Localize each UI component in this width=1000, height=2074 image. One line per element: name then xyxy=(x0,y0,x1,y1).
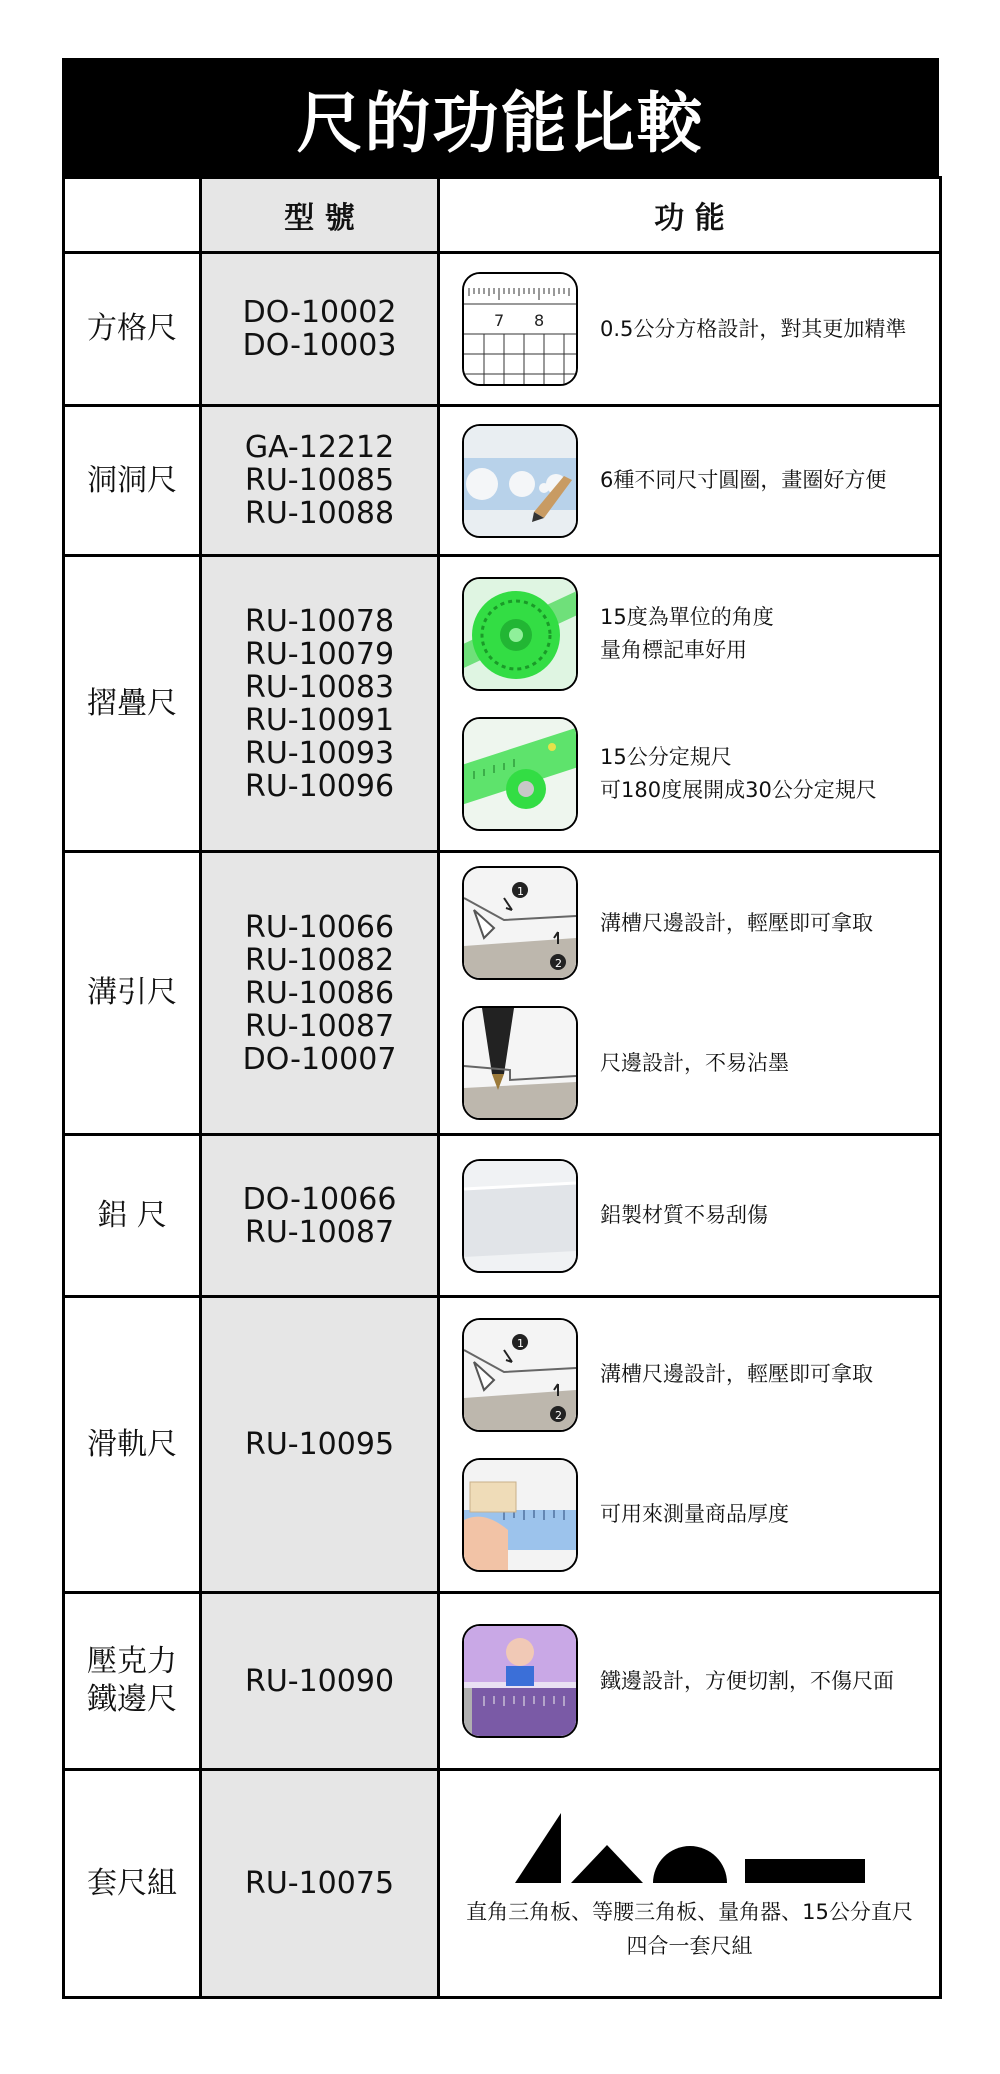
model-code: RU-10091 xyxy=(244,702,395,738)
ruler-name: 方格尺 xyxy=(64,253,201,406)
feature-item xyxy=(440,711,939,837)
model-list xyxy=(201,253,439,406)
feature-text: 15度為單位的角度 量角標記車好用 xyxy=(600,604,774,662)
table-row xyxy=(64,852,941,1135)
table-row xyxy=(64,1297,941,1593)
pen-edge-icon xyxy=(462,1006,578,1120)
feature-text: 0.5公分方格設計，對其更加精準 xyxy=(600,316,907,341)
table-row xyxy=(64,1135,941,1297)
model-list xyxy=(201,852,439,1135)
table-row xyxy=(64,253,941,406)
hole-ruler-icon xyxy=(462,424,578,538)
model-list xyxy=(201,1135,439,1297)
function-cell xyxy=(439,556,941,852)
table-row xyxy=(64,1770,941,1998)
feature-text: 15公分定規尺 可180度展開成30公分定規尺 xyxy=(600,744,877,802)
set-description-line: 四合一套尺組 xyxy=(626,1933,753,1958)
ruler-name: 溝引尺 xyxy=(64,852,201,1135)
groove-edge-icon xyxy=(462,1318,578,1432)
model-code: RU-10082 xyxy=(244,942,395,978)
model-code: GA-12212 xyxy=(244,430,395,465)
ruler-name: 摺疊尺 xyxy=(64,556,201,852)
table-row xyxy=(64,556,941,852)
function-cell xyxy=(439,406,941,556)
svg-text:7: 7 xyxy=(494,311,505,330)
protractor-dial-icon xyxy=(462,577,578,691)
aluminum-ruler-icon xyxy=(462,1159,578,1273)
feature-text: 鋁製材質不易刮傷 xyxy=(600,1203,768,1227)
header-name-cell xyxy=(64,178,201,253)
feature-item xyxy=(440,1452,939,1578)
svg-text:2: 2 xyxy=(555,1408,562,1422)
svg-text:1: 1 xyxy=(517,1336,524,1350)
feature-item xyxy=(440,571,939,697)
model-code: DO-10002 xyxy=(242,295,397,330)
feature-item xyxy=(440,860,939,986)
model-code: RU-10088 xyxy=(244,496,395,531)
function-cell xyxy=(439,253,941,406)
feature-text: 6種不同尺寸圓圈，畫圈好方便 xyxy=(600,468,887,492)
model-code: RU-10093 xyxy=(244,735,395,771)
feature-item xyxy=(440,1312,939,1438)
svg-text:2: 2 xyxy=(555,957,562,970)
table-header-row xyxy=(64,178,941,253)
model-code: DO-10066 xyxy=(242,1181,397,1217)
feature-item xyxy=(440,1618,939,1744)
model-code: RU-10087 xyxy=(244,1008,395,1044)
model-code: DO-10003 xyxy=(242,328,397,363)
page-title: 尺的功能比較 xyxy=(62,58,939,176)
groove-edge-icon xyxy=(462,866,578,980)
model-list xyxy=(201,406,439,556)
model-code: RU-10075 xyxy=(244,1866,395,1901)
model-list xyxy=(201,1593,439,1770)
ruler-name: 滑軌尺 xyxy=(64,1297,201,1593)
model-code: RU-10095 xyxy=(244,1427,395,1462)
protractor-icon xyxy=(653,1845,727,1883)
model-list xyxy=(201,1770,439,1998)
function-cell xyxy=(439,1770,941,1998)
feature-text: 溝槽尺邊設計，輕壓即可拿取 xyxy=(600,910,873,935)
table-row xyxy=(64,1593,941,1770)
feature-item xyxy=(440,266,939,392)
ruler-name: 套尺組 xyxy=(64,1770,201,1998)
model-code: RU-10085 xyxy=(244,463,395,498)
feature-text: 溝槽尺邊設計，輕壓即可拿取 xyxy=(600,1362,873,1386)
svg-text:1: 1 xyxy=(517,885,524,898)
model-code: DO-10007 xyxy=(242,1041,397,1077)
feature-text: 鐵邊設計，方便切割，不傷尺面 xyxy=(600,1668,894,1693)
model-code: RU-10083 xyxy=(244,669,395,705)
slide-ruler-icon xyxy=(462,1458,578,1572)
table-row xyxy=(64,406,941,556)
ruler-name: 鋁 尺 xyxy=(64,1135,201,1297)
feature-text: 可用來測量商品厚度 xyxy=(600,1502,789,1526)
model-code: RU-10086 xyxy=(244,975,395,1011)
feature-item xyxy=(440,1000,939,1126)
model-list xyxy=(201,1297,439,1593)
ruler-set-shapes xyxy=(440,1813,939,1883)
model-code: RU-10087 xyxy=(244,1214,395,1250)
header-model: 型 號 xyxy=(201,178,439,253)
ruler-name: 洞洞尺 xyxy=(64,406,201,556)
comparison-table xyxy=(62,176,942,1999)
feature-item xyxy=(440,418,939,544)
isosceles-triangle-icon xyxy=(571,1845,643,1883)
function-cell xyxy=(439,1297,941,1593)
grid-ruler-icon xyxy=(462,272,578,386)
function-cell xyxy=(439,852,941,1135)
header-function: 功 能 xyxy=(439,178,941,253)
ruler-name: 壓克力 鐵邊尺 xyxy=(64,1593,201,1770)
model-code: RU-10078 xyxy=(244,603,395,639)
folding-ruler-icon xyxy=(462,717,578,831)
acrylic-steel-ruler-icon xyxy=(462,1624,578,1738)
straight-ruler-icon xyxy=(745,1859,865,1883)
model-code: RU-10090 xyxy=(244,1663,395,1699)
model-code: RU-10079 xyxy=(244,636,395,672)
model-list xyxy=(201,556,439,852)
feature-text: 尺邊設計，不易沾墨 xyxy=(600,1050,789,1075)
model-code: RU-10096 xyxy=(244,768,395,804)
model-code: RU-10066 xyxy=(244,909,395,945)
feature-item xyxy=(440,1153,939,1279)
svg-text:8: 8 xyxy=(534,311,545,330)
set-description-line: 直角三角板、等腰三角板、量角器、15公分直尺 xyxy=(466,1899,913,1924)
right-triangle-icon xyxy=(515,1813,561,1883)
function-cell xyxy=(439,1135,941,1297)
function-cell xyxy=(439,1593,941,1770)
